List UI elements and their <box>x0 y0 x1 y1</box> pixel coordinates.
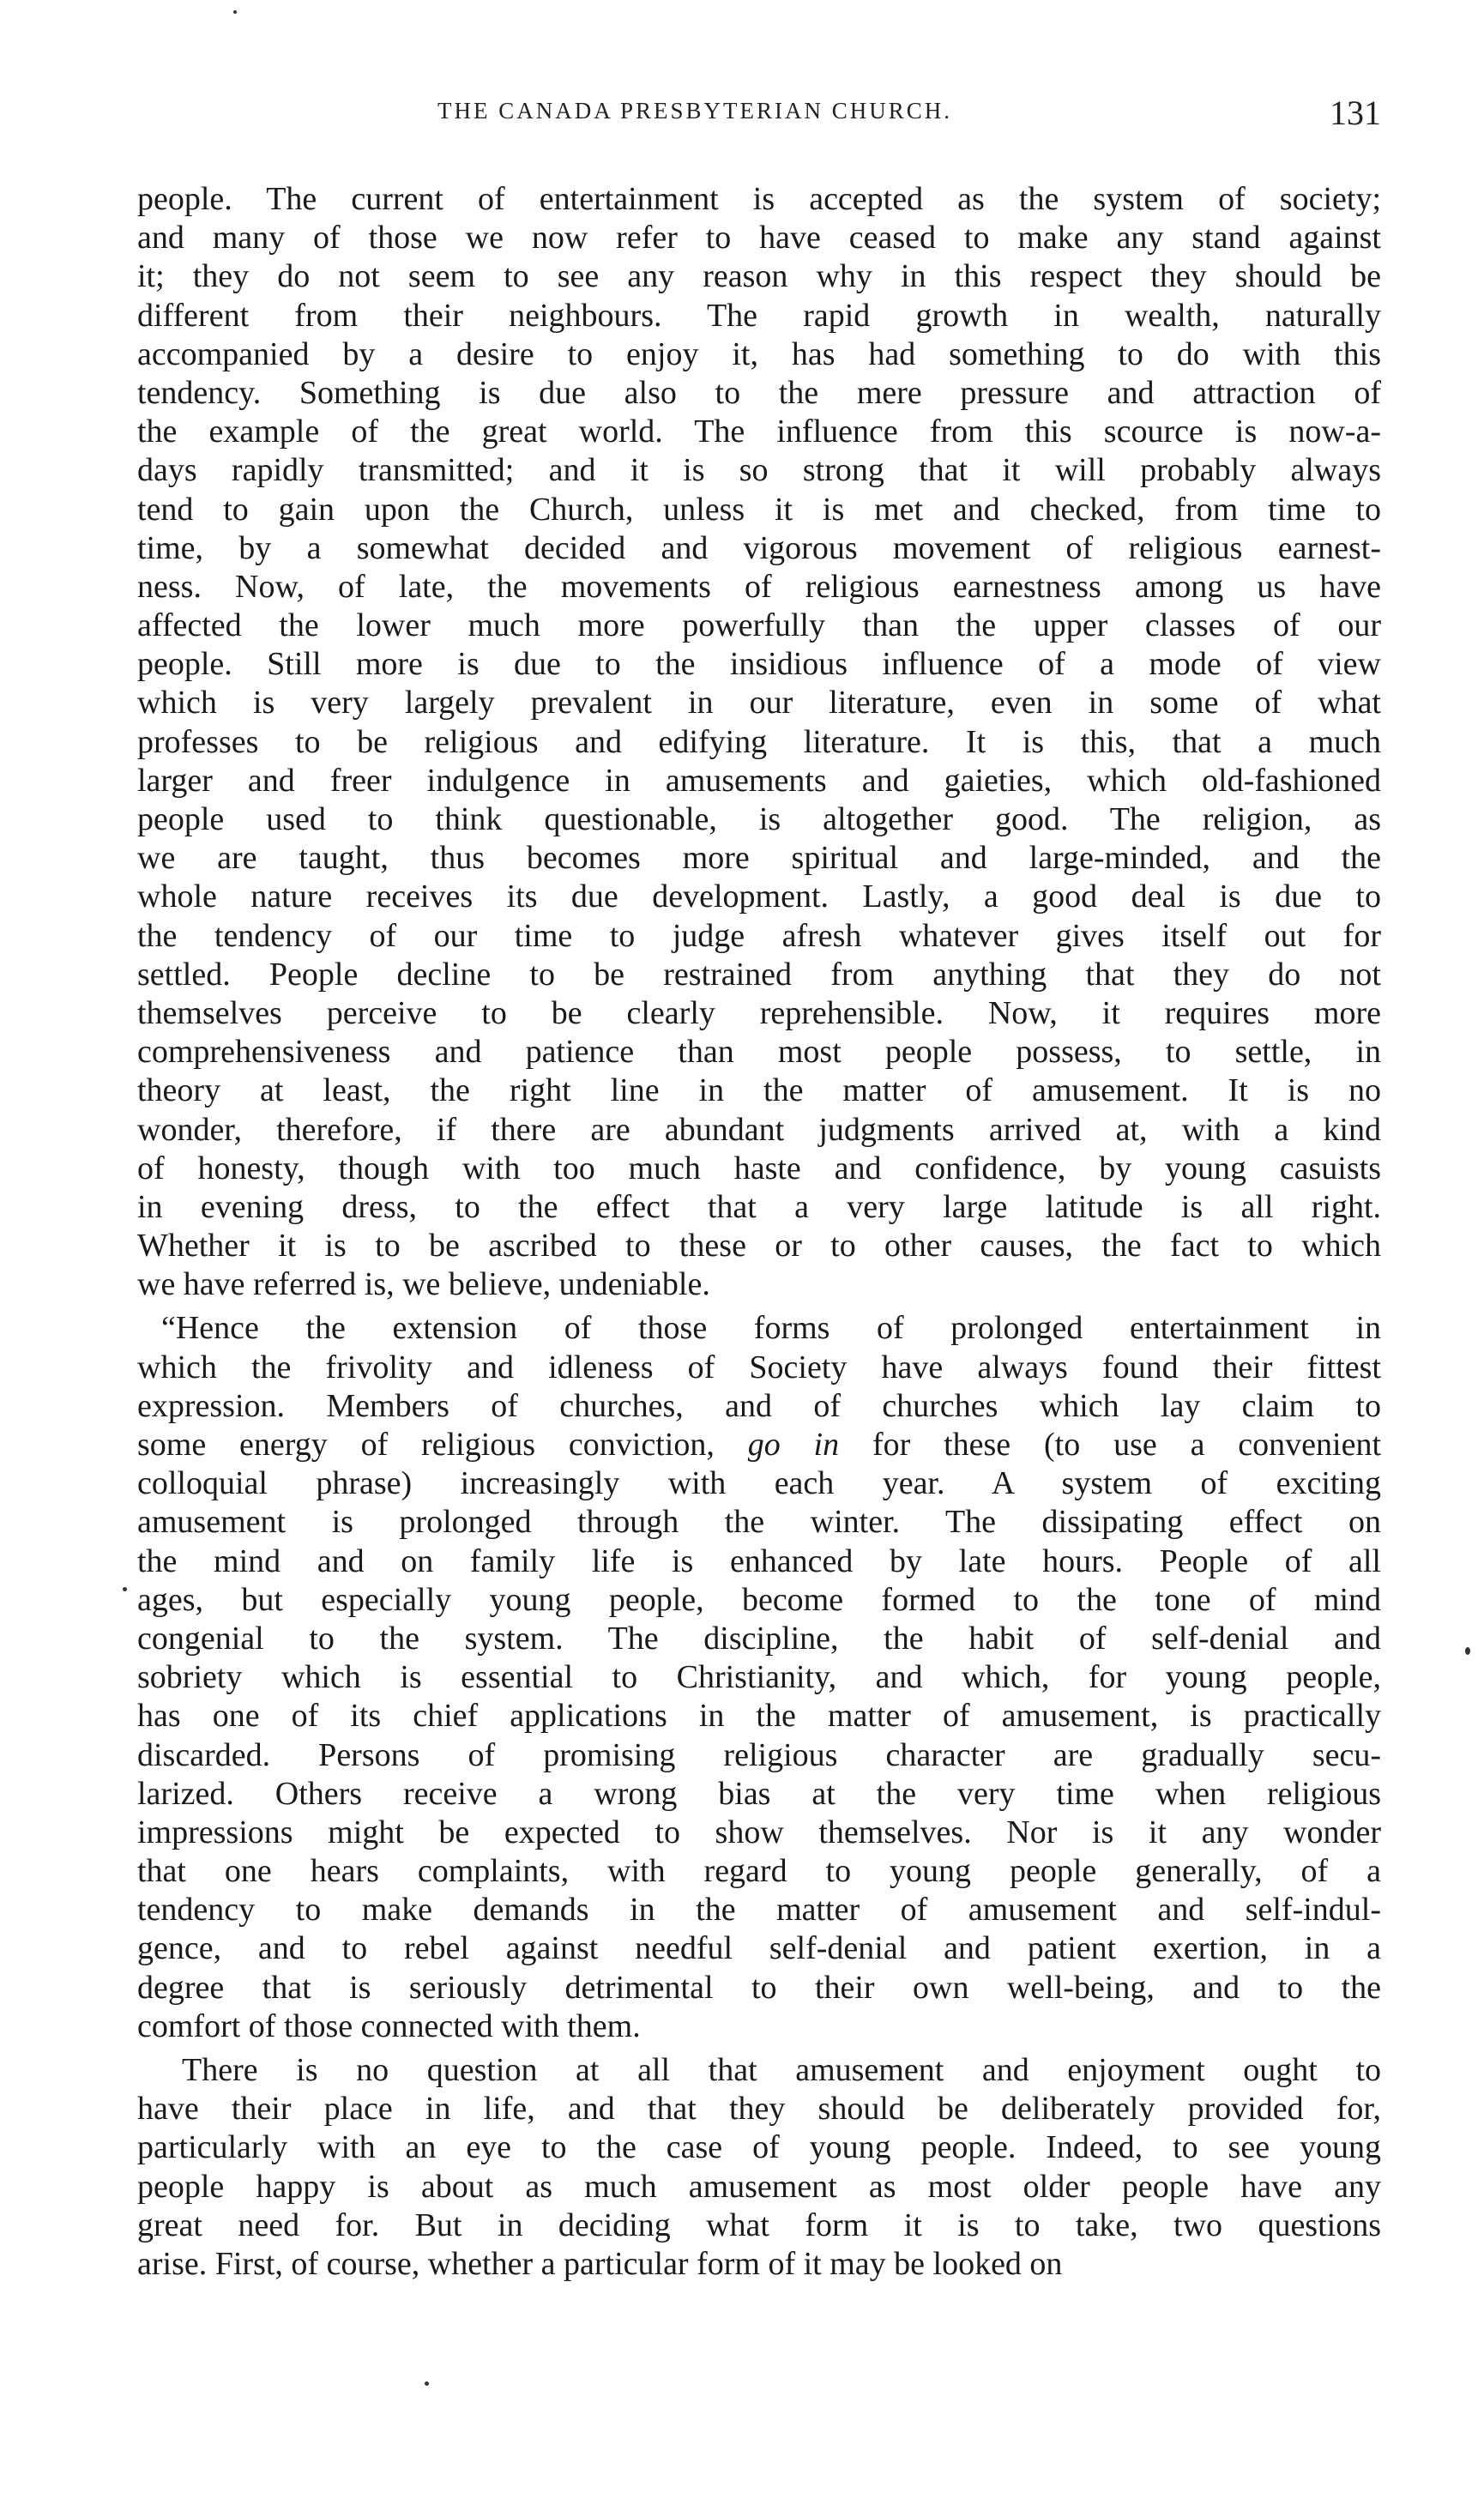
text-line: larger and freer indulgence in amusements and gaieties, which old-fashioned <box>137 762 1381 799</box>
text-line: amusement is prolonged through the winter. The dissipating effect on <box>137 1504 1381 1541</box>
text-line: degree that is seriously detrimental to their own well-being, and to the <box>137 1969 1381 2006</box>
text-line: people happy is about as much amusement as most older people have any <box>137 2168 1381 2205</box>
text-line: comprehensiveness and patience than most people possess, to settle, in <box>137 1034 1381 1071</box>
text-line: arise. First, of course, whether a particular form of it may be looked on <box>137 2245 1063 2282</box>
text-line: which the frivolity and idleness of Society have always found their fittest <box>137 1349 1381 1385</box>
text-line: discarded. Persons of promising religious character are gradually secu- <box>137 1736 1381 1773</box>
text-line: the mind and on family life is enhanced by late hours. People of all <box>137 1542 1381 1579</box>
text-line: colloquial phrase) increasingly with each year. A system of exciting <box>137 1465 1381 1502</box>
text-line: impressions might be expected to show themselves. Nor is it any wonder <box>137 1814 1381 1850</box>
text-line: expression. Members of churches, and of churches which lay claim to <box>137 1387 1381 1424</box>
text-line: “Hence the extension of those forms of prolonged entertainment in <box>161 1310 1381 1347</box>
text-line: wonder, therefore, if there are abundant judgments arrived at, with a kind <box>137 1111 1381 1148</box>
text-line: have their place in life, and that they should be deliberately provided for, <box>137 2091 1381 2128</box>
text-line: some energy of religious conviction, go in for these (to use a convenient <box>137 1427 1381 1463</box>
scan-speck <box>425 2381 429 2386</box>
text-line: which is very largely prevalent in our literature, even in some of what <box>137 685 1381 721</box>
text-line: settled. People decline to be restrained from anything that they do not <box>137 956 1381 993</box>
text-line: theory at least, the right line in the matter of amusement. It is no <box>137 1072 1381 1109</box>
text-line: days rapidly transmitted; and it is so strong that it will probably always <box>137 452 1381 489</box>
scan-speck <box>123 1587 127 1591</box>
text-line: affected the lower much more powerfully than the upper classes of our <box>137 607 1381 644</box>
text-line: larized. Others receive a wrong bias at the very time when religious <box>137 1775 1381 1812</box>
text-line: people. Still more is due to the insidious influence of a mode of view <box>137 646 1381 683</box>
scan-speck <box>233 10 237 14</box>
text-line: people used to think questionable, is altogether good. The religion, as <box>137 801 1381 837</box>
text-line: and many of those we now refer to have ceased to make any stand against <box>137 220 1381 257</box>
text-line: There is no question at all that amusement and enjoyment ought to <box>182 2052 1381 2088</box>
italic-phrase: go in <box>747 1427 840 1463</box>
text-line: particularly with an eye to the case of young people. Indeed, to see young <box>137 2129 1381 2166</box>
text-line: of honesty, though with too much haste and confidence, by young casuists <box>137 1150 1381 1186</box>
text-line: whole nature receives its due development. Lastly, a good deal is due to <box>137 878 1381 915</box>
text-line: the example of the great world. The influence from this scource is now-a- <box>137 413 1381 450</box>
text-line: Whether it is to be ascribed to these or to other causes, the fact to which <box>137 1228 1381 1265</box>
running-head <box>137 93 1381 144</box>
text-line: time, by a somewhat decided and vigorous movement of religious earnest- <box>137 529 1381 566</box>
text-line: ages, but especially young people, become formed to the tone of mind <box>137 1581 1381 1618</box>
text-line: professes to be religious and edifying literature. It is this, that a much <box>137 723 1381 760</box>
text-line: tendency to make demands in the matter of amusement and self-indul- <box>137 1892 1381 1929</box>
text-line: congenial to the system. The discipline, the habit of self-denial and <box>137 1620 1381 1657</box>
running-title: THE CANADA PRESBYTERIAN CHURCH. <box>437 98 953 124</box>
text-line: the tendency of our time to judge afresh whatever gives itself out for <box>137 917 1381 954</box>
text-line: great need for. But in deciding what form it is to take, two questions <box>137 2206 1381 2243</box>
text-line: it; they do not seem to see any reason why in this respect they should be <box>137 258 1381 295</box>
text-line: sobriety which is essential to Christianity, and which, for young people, <box>137 1659 1381 1696</box>
text-line: we are taught, thus becomes more spiritual and large-minded, and the <box>137 840 1381 877</box>
body-text <box>137 180 1381 2284</box>
paragraph <box>137 180 1381 1304</box>
scan-speck <box>1465 1647 1470 1655</box>
text-line: tendency. Something is due also to the mere pressure and attraction of <box>137 374 1381 411</box>
text-line: we have referred is, we believe, undeniable. <box>137 1266 710 1303</box>
text-line: accompanied by a desire to enjoy it, has had something to do with this <box>137 335 1381 372</box>
text-line: in evening dress, to the effect that a very large latitude is all right. <box>137 1188 1381 1225</box>
page-number: 131 <box>1330 94 1381 132</box>
text-line: ness. Now, of late, the movements of religious earnestness among us have <box>137 568 1381 605</box>
text-line: themselves perceive to be clearly reprehensible. Now, it requires more <box>137 994 1381 1031</box>
paragraph <box>137 2051 1381 2284</box>
text-line: that one hears complaints, with regard to young people generally, of a <box>137 1853 1381 1890</box>
text-line: comfort of those connected with them. <box>137 2007 641 2044</box>
paragraph <box>137 1309 1381 2046</box>
text-line: people. The current of entertainment is accepted as the system of society; <box>137 181 1381 217</box>
text-line: different from their neighbours. The rapid growth in wealth, naturally <box>137 297 1381 334</box>
text-line: has one of its chief applications in the matter of amusement, is practically <box>137 1698 1381 1735</box>
text-line: gence, and to rebel against needful self-denial and patient exertion, in a <box>137 1930 1381 1967</box>
text-line: tend to gain upon the Church, unless it is met and checked, from time to <box>137 491 1381 528</box>
